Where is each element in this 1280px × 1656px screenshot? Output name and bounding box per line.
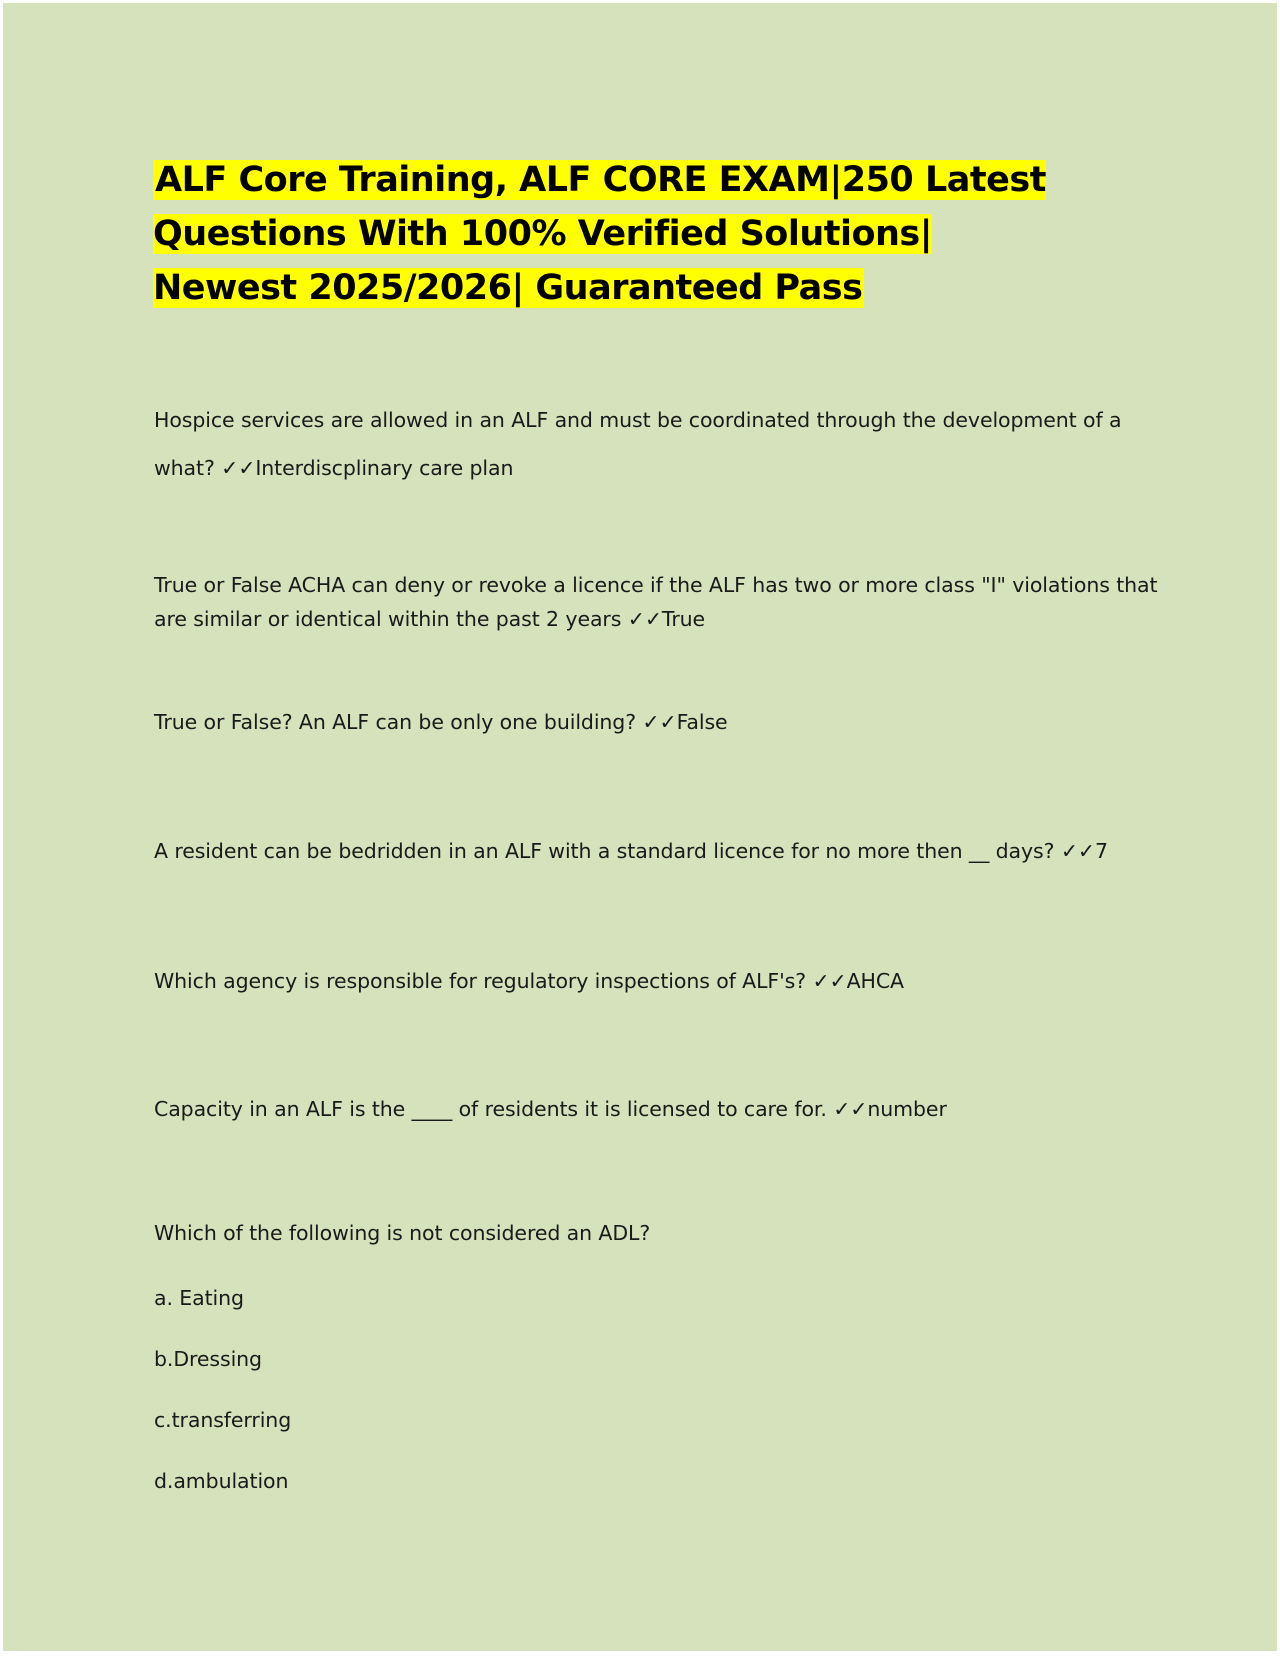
question-1	[154, 396, 1164, 492]
question-6-text: Capacity in an ALF is the ____ of residents it is licensed to care for.	[154, 1097, 834, 1121]
question-6-answer: number	[867, 1097, 947, 1121]
question-1-text: Hospice services are allowed in an ALF and must be coordinated through the development of a what?	[154, 408, 1122, 480]
question-1-answer: Interdiscplinary care plan	[255, 456, 514, 480]
document-title	[153, 153, 1053, 315]
option-b: b.Dressing	[154, 1347, 262, 1371]
question-2-answer: True	[661, 607, 706, 631]
title-highlight: ALF Core Training, ALF CORE EXAM|250 Latest Questions With 100% Verified Solutions| Newest 2025/2026| Guaranteed Pass	[153, 160, 1046, 308]
question-6	[154, 1097, 947, 1121]
document-page	[3, 3, 1277, 1651]
question-3-answer: False	[676, 710, 728, 734]
question-3	[154, 710, 728, 734]
question-4-answer: 7	[1094, 839, 1108, 863]
option-c: c.transferring	[154, 1408, 292, 1432]
check-mark-icon: ✓✓	[812, 969, 847, 993]
check-mark-icon: ✓✓	[1060, 839, 1095, 863]
question-5	[154, 969, 904, 993]
question-7: Which of the following is not considered an ADL?	[154, 1221, 651, 1245]
question-4	[154, 839, 1108, 863]
question-5-answer: AHCA	[846, 969, 904, 993]
check-mark-icon: ✓✓	[221, 456, 256, 480]
question-2	[154, 568, 1164, 636]
option-a: a. Eating	[154, 1286, 244, 1310]
question-5-text: Which agency is responsible for regulatory inspections of ALF's?	[154, 969, 813, 993]
question-2-text: True or False ACHA can deny or revoke a licence if the ALF has two or more class "I" violations that are similar or identical within the past 2 years	[154, 573, 1158, 631]
check-mark-icon: ✓✓	[642, 710, 677, 734]
question-4-text: A resident can be bedridden in an ALF with a standard licence for no more then __ days?	[154, 839, 1061, 863]
option-d: d.ambulation	[154, 1469, 289, 1493]
check-mark-icon: ✓✓	[627, 607, 662, 631]
question-3-text: True or False? An ALF can be only one building?	[154, 710, 643, 734]
check-mark-icon: ✓✓	[833, 1097, 868, 1121]
